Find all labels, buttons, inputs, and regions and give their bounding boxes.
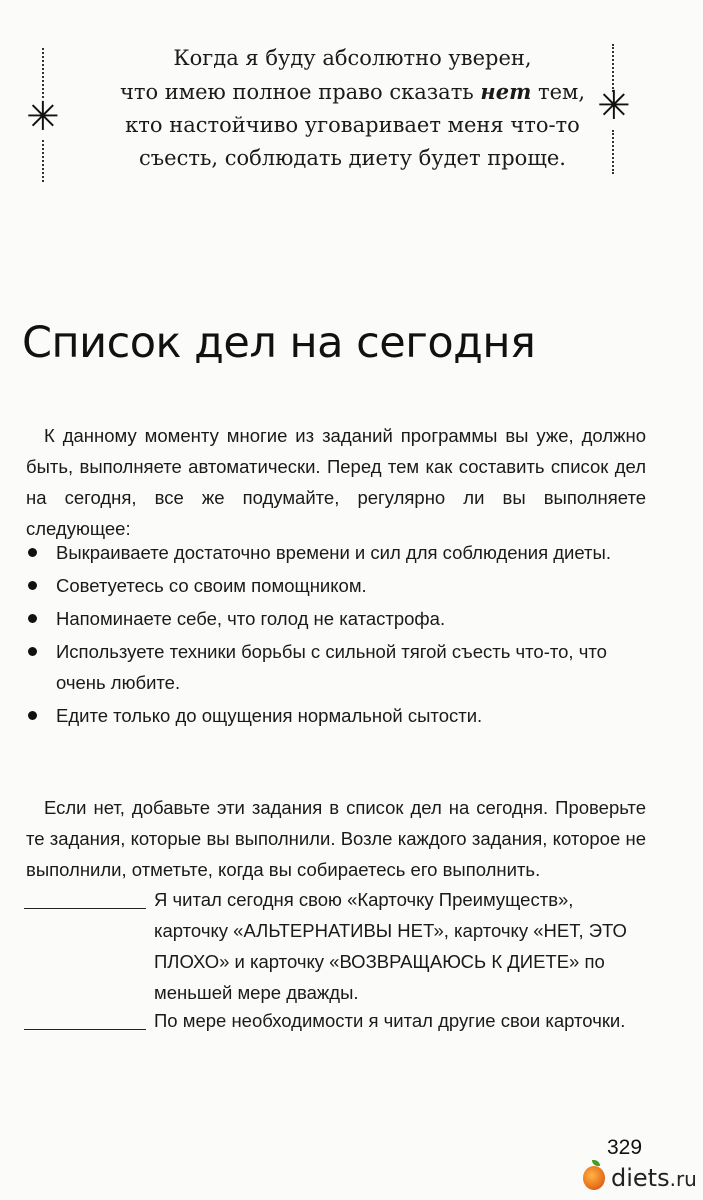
- watermark-name: diets: [611, 1164, 670, 1192]
- task-item: [24, 884, 644, 1008]
- peach-icon: [583, 1166, 605, 1190]
- watermark-logo: [583, 1160, 701, 1196]
- task-text: По мере необходимости я читал другие свои карточки.: [154, 1010, 626, 1031]
- bullet-icon: [28, 548, 37, 557]
- quote-line-4: съесть, соблюдать диету будет проще.: [139, 146, 566, 170]
- list-item: Едите только до ощущения нормальной сытости.: [26, 700, 646, 731]
- list-item: Используете техники борьбы с сильной тягой съесть что-то, что очень любите.: [26, 636, 646, 698]
- intro-paragraph: К данному моменту многие из заданий программы вы уже, должно быть, выполняете автоматически. Перед тем как составить список дел на сегодня, все же подумайте, регулярно ли вы выполняете следующее:: [26, 425, 646, 539]
- task-checkbox-line[interactable]: [24, 1029, 146, 1030]
- right-star-icon: ✳: [597, 83, 631, 129]
- left-dotted-line-top: [42, 48, 44, 98]
- checklist: [26, 537, 646, 733]
- left-dotted-line-bottom: [42, 140, 44, 182]
- page-number: 329: [607, 1136, 643, 1159]
- quote-box: [70, 42, 635, 175]
- bullet-icon: [28, 581, 37, 590]
- task-item: [24, 1005, 644, 1036]
- bullet-icon: [28, 614, 37, 623]
- list-item: Выкраиваете достаточно времени и сил для соблюдения диеты.: [26, 537, 646, 568]
- task-text: Я читал сегодня свою «Карточку Преимуществ», карточку «АЛЬТЕРНАТИВЫ НЕТ», карточку «НЕТ, ЭТО ПЛОХО» и карточку «ВОЗВРАЩАЮСЬ К ДИЕТЕ» по меньшей мере дважды.: [154, 889, 627, 1003]
- list-item: Напоминаете себе, что голод не катастрофа.: [26, 603, 646, 634]
- quote-line-3: кто настойчиво уговаривает меня что-то: [125, 113, 580, 137]
- instructions-paragraph: Если нет, добавьте эти задания в список дел на сегодня. Проверьте те задания, которые вы выполнили. Возле каждого задания, которое не выполнили, отметьте, когда вы собираетесь его выполнить.: [26, 797, 646, 880]
- quote-emphasis: нет: [480, 79, 532, 104]
- bullet-icon: [28, 647, 37, 656]
- quote-line-1: Когда я буду абсолютно уверен,: [173, 46, 532, 70]
- task-checkbox-line[interactable]: [24, 908, 146, 909]
- left-star-icon: ✳: [26, 94, 60, 140]
- bullet-icon: [28, 711, 37, 720]
- watermark-tld: .ru: [669, 1167, 697, 1191]
- section-heading: Список дел на сегодня: [22, 318, 536, 368]
- list-item: Советуетесь со своим помощником.: [26, 570, 646, 601]
- quote-line-2: что имею полное право сказать нет тем,: [119, 79, 586, 104]
